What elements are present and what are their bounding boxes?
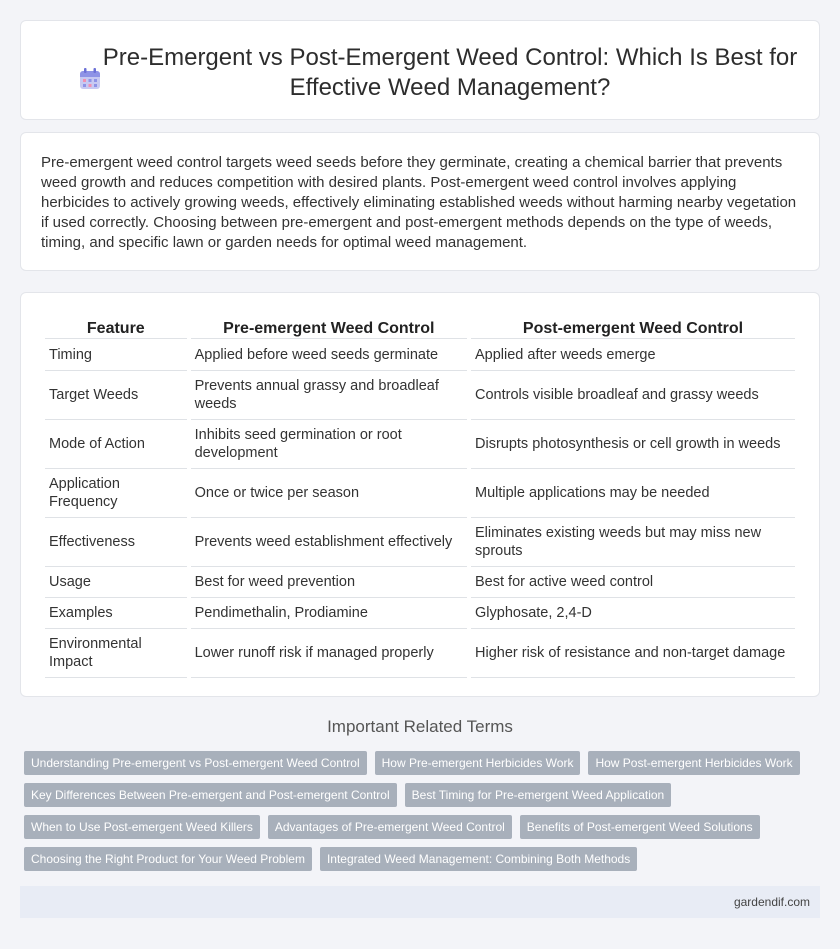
footer [20, 886, 820, 918]
row-pre: Best for weed prevention [191, 567, 467, 598]
related-term-link[interactable]: How Pre-emergent Herbicides Work [375, 751, 581, 775]
table-row [45, 469, 795, 518]
table-row [45, 420, 795, 469]
row-post: Applied after weeds emerge [471, 339, 795, 371]
table-header-row [45, 313, 795, 339]
row-pre: Once or twice per season [191, 469, 467, 518]
row-pre: Inhibits seed germination or root development [191, 420, 467, 469]
related-term-link[interactable]: Integrated Weed Management: Combining Both Methods [320, 847, 637, 871]
tag-row [24, 847, 824, 871]
row-post: Glyphosate, 2,4-D [471, 598, 795, 629]
row-post: Disrupts photosynthesis or cell growth in weeds [471, 420, 795, 469]
related-terms-heading: Important Related Terms [327, 717, 513, 736]
row-feature: Effectiveness [45, 518, 187, 567]
related-term-link[interactable]: Key Differences Between Pre-emergent and Post-emergent Control [24, 783, 397, 807]
related-term-link[interactable]: Choosing the Right Product for Your Weed Problem [24, 847, 312, 871]
related-term-link[interactable]: Benefits of Post-emergent Weed Solutions [520, 815, 760, 839]
row-post: Controls visible broadleaf and grassy weeds [471, 371, 795, 420]
row-pre: Applied before weed seeds germinate [191, 339, 467, 371]
related-term-link[interactable]: When to Use Post-emergent Weed Killers [24, 815, 260, 839]
comparison-card [20, 292, 820, 697]
intro-card [20, 132, 820, 271]
table-row [45, 567, 795, 598]
row-post: Best for active weed control [471, 567, 795, 598]
intro-paragraph: Pre-emergent weed control targets weed seeds before they germinate, creating a chemical barrier that prevents weed growth and reduces competition with desired plants. Post-emergent weed control involves applying herbicides to actively growing weeds, effectively eliminating established weeds without harming nearby vegetation if used correctly. Choosing between pre-emergent and post-emergent methods depends on the type of weeds, timing, and specific lawn or garden needs for optimal weed management. [41, 154, 797, 251]
table-row [45, 518, 795, 567]
page-title-line-2: Effective Weed Management? [289, 74, 611, 101]
row-feature: Target Weeds [45, 371, 187, 420]
comparison-table [41, 313, 799, 678]
tag-row [24, 751, 824, 775]
row-feature: Timing [45, 339, 187, 371]
table-row [45, 598, 795, 629]
row-pre: Lower runoff risk if managed properly [191, 629, 467, 678]
footer-site-link[interactable]: gardendif.com [733, 895, 810, 909]
row-feature: Mode of Action [45, 420, 187, 469]
row-post: Higher risk of resistance and non-target damage [471, 629, 795, 678]
row-feature: Examples [45, 598, 187, 629]
header-post-emergent: Post-emergent Weed Control [471, 313, 795, 339]
table-row [45, 371, 795, 420]
page-title [101, 43, 799, 103]
row-pre: Prevents weed establishment effectively [191, 518, 467, 567]
row-feature: Usage [45, 567, 187, 598]
row-post: Eliminates existing weeds but may miss new sprouts [471, 518, 795, 567]
row-pre: Prevents annual grassy and broadleaf weeds [191, 371, 467, 420]
row-feature: Application Frequency [45, 469, 187, 518]
tag-row [24, 815, 824, 839]
related-term-link[interactable]: Understanding Pre-emergent vs Post-emergent Weed Control [24, 751, 367, 775]
row-feature: Environmental Impact [45, 629, 187, 678]
table-row [45, 629, 795, 678]
table-row [45, 339, 795, 371]
related-term-link[interactable]: Best Timing for Pre-emergent Weed Application [405, 783, 672, 807]
calendar-icon [79, 68, 101, 90]
header-pre-emergent: Pre-emergent Weed Control [191, 313, 467, 339]
page-title-line-1: Pre-Emergent vs Post-Emergent Weed Control: Which Is Best for [102, 44, 798, 71]
header-feature: Feature [45, 313, 187, 339]
related-term-link[interactable]: Advantages of Pre-emergent Weed Control [268, 815, 512, 839]
related-term-link[interactable]: How Post-emergent Herbicides Work [588, 751, 799, 775]
row-post: Multiple applications may be needed [471, 469, 795, 518]
related-terms-list [24, 751, 824, 879]
title-card [20, 20, 820, 120]
tag-row [24, 783, 824, 807]
row-pre: Pendimethalin, Prodiamine [191, 598, 467, 629]
